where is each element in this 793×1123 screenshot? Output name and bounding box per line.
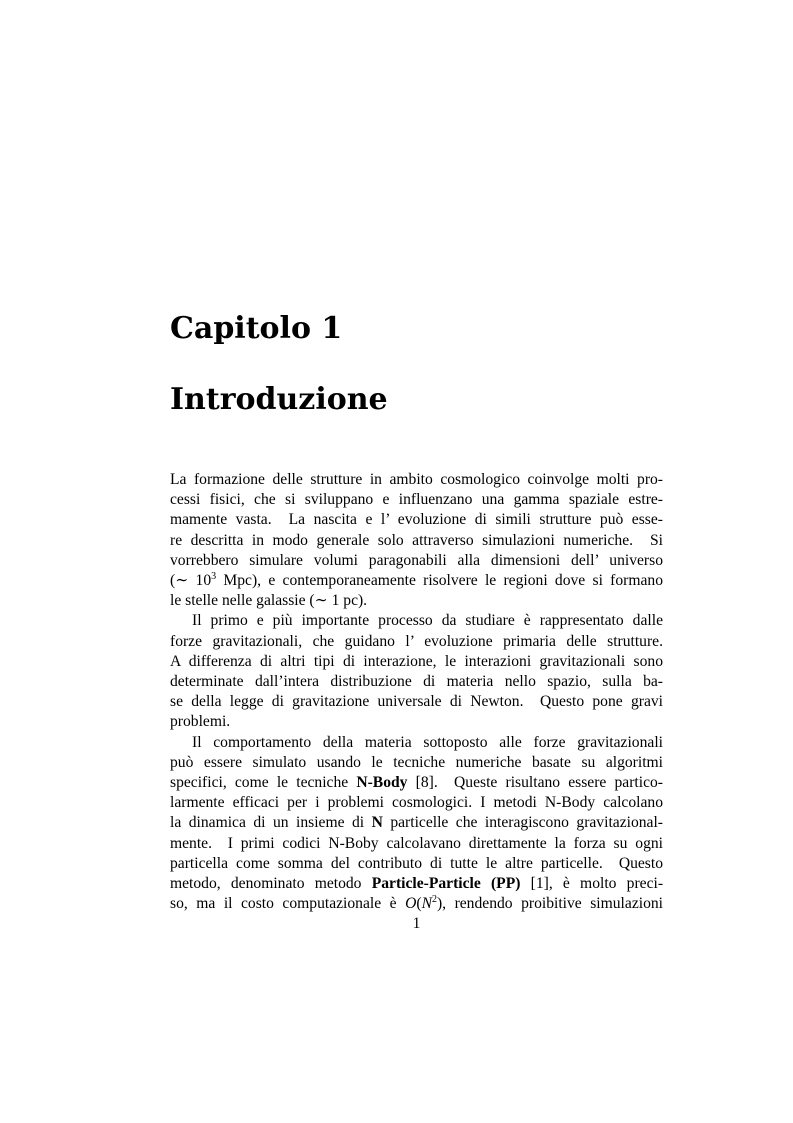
superscript: 3 bbox=[211, 571, 217, 583]
text-segment: ( bbox=[416, 895, 422, 913]
text-segment: (∼ 10 bbox=[170, 572, 212, 590]
text-line bbox=[170, 652, 663, 672]
text-line bbox=[170, 854, 663, 874]
text-line bbox=[170, 632, 663, 652]
text-line bbox=[170, 672, 663, 692]
text-segment: mamente vasta. La nascita e l’ evoluzione di simili strutture può esse- bbox=[170, 511, 663, 529]
text-segment: Il primo e più importante processo da studiare è rappresentato dalle bbox=[192, 612, 663, 630]
text-line bbox=[170, 490, 663, 510]
text-segment: specifici, come le tecniche bbox=[170, 774, 357, 792]
bold-term: N bbox=[371, 814, 383, 832]
text-line bbox=[170, 813, 663, 833]
text-line bbox=[170, 753, 663, 773]
text-line bbox=[170, 571, 663, 591]
text-line bbox=[170, 712, 663, 732]
text-segment: può essere simulato usando le tecniche numeriche basate su algoritmi bbox=[170, 753, 663, 771]
bold-term: N-Body bbox=[356, 774, 408, 792]
text-line bbox=[170, 611, 663, 631]
text-segment: mente. I primi codici N-Boby calcolavano direttamente la forza su ogni bbox=[170, 834, 663, 852]
page-number: 1 bbox=[412, 915, 421, 932]
text-segment: cessi fisici, che si sviluppano e influenzano una gamma spaziale estre- bbox=[170, 491, 663, 509]
text-line bbox=[170, 793, 663, 813]
text-segment: ), rendendo proibitive simulazioni bbox=[436, 895, 663, 913]
body-text bbox=[170, 470, 663, 914]
text-segment: metodo, denominato metodo bbox=[170, 875, 372, 893]
bold-term: Particle-Particle (PP) bbox=[371, 875, 521, 893]
text-segment: le stelle nelle galassie (∼ 1 pc). bbox=[170, 592, 368, 610]
superscript: 2 bbox=[431, 894, 437, 906]
chapter-title: Introduzione bbox=[170, 382, 388, 417]
text-segment: [1], è molto preci- bbox=[520, 875, 664, 893]
text-segment: La formazione delle strutture in ambito cosmologico coinvolge molti pro- bbox=[170, 471, 663, 488]
text-line bbox=[170, 834, 663, 854]
text-segment: problemi. bbox=[170, 713, 231, 731]
text-line bbox=[170, 874, 663, 894]
text-line bbox=[170, 591, 663, 611]
text-line bbox=[170, 773, 663, 793]
text-segment: Mpc), e contemporaneamente risolvere le regioni dove si formano bbox=[216, 572, 663, 590]
text-segment: re descritta in modo generale solo attraverso simulazioni numeriche. Si bbox=[170, 531, 663, 549]
text-segment: [8]. Queste risultano essere partico- bbox=[407, 774, 663, 792]
text-line bbox=[170, 551, 663, 571]
document-page bbox=[170, 0, 663, 1123]
text-segment: O bbox=[405, 895, 417, 913]
paragraph bbox=[170, 733, 663, 915]
text-line bbox=[170, 894, 663, 914]
text-segment: la dinamica di un insieme di bbox=[170, 814, 372, 832]
text-line bbox=[170, 531, 663, 551]
text-line bbox=[170, 510, 663, 530]
text-segment: particelle che interagiscono gravitazional- bbox=[382, 814, 663, 832]
text-segment: larmente efficaci per i problemi cosmologici. I metodi N-Body calcolano bbox=[170, 794, 663, 812]
text-segment: se della legge di gravitazione universale di Newton. Questo pone gravi bbox=[170, 693, 663, 711]
text-line bbox=[170, 692, 663, 712]
text-segment: vorrebbero simulare volumi paragonabili alla dimensioni dell’ universo bbox=[170, 551, 663, 569]
text-line bbox=[170, 733, 663, 753]
text-segment: A differenza di altri tipi di interazione, le interazioni gravitazionali sono bbox=[170, 652, 663, 670]
text-line bbox=[170, 470, 663, 490]
paragraph bbox=[170, 470, 663, 611]
text-segment: determinate dall’intera distribuzione di materia nello spazio, sulla ba- bbox=[170, 673, 663, 691]
text-segment: forze gravitazionali, che guidano l’ evoluzione primaria delle strutture. bbox=[170, 632, 663, 650]
text-segment: N bbox=[421, 895, 432, 913]
text-segment: so, ma il costo computazionale è bbox=[170, 895, 406, 913]
chapter-label: Capitolo 1 bbox=[170, 311, 343, 346]
text-segment: particella come somma del contributo di tutte le altre particelle. Questo bbox=[170, 854, 663, 872]
text-segment: Il comportamento della materia sottoposto alle forze gravitazionali bbox=[192, 733, 663, 751]
paragraph bbox=[170, 611, 663, 732]
